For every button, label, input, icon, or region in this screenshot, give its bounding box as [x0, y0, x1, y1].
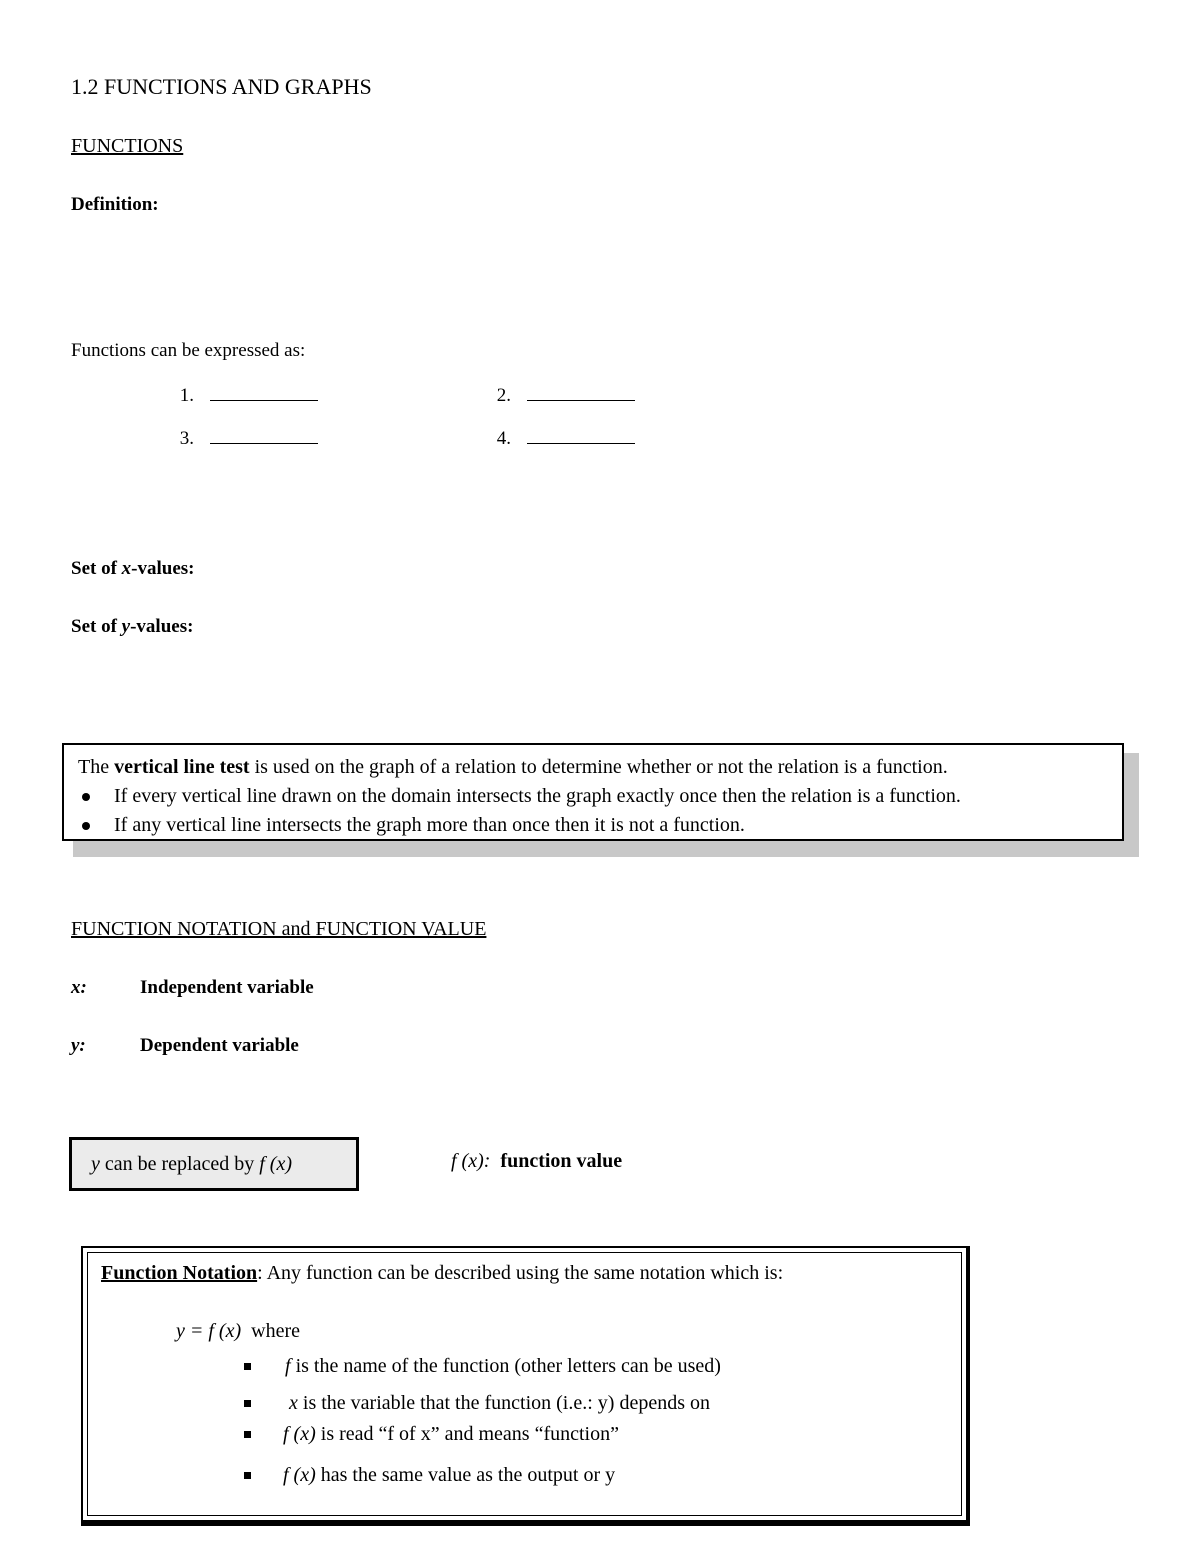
item-number: 1.	[179, 385, 194, 406]
replace-callout: y can be replaced by f (x)	[69, 1137, 359, 1191]
blank-item-1	[172, 384, 318, 407]
expressed-intro: Functions can be expressed as:	[71, 340, 306, 361]
vlt-lead: The vertical line test is used on the graph of a relation to determine whether or not the relation is a function.	[78, 756, 948, 778]
function-notation-intro: Function Notation: Any function can be described using the same notation which is:	[101, 1262, 784, 1284]
independent-variable-label: Independent variable	[140, 977, 314, 998]
y-values-label: Set of y-values:	[71, 616, 194, 637]
y-variable: y:	[71, 1035, 86, 1056]
function-value-label: f (x): function value	[451, 1150, 623, 1172]
answer-blank	[210, 427, 318, 444]
list-item: If every vertical line drawn on the domain intersects the graph exactly once then the relation is a function.	[78, 782, 1108, 811]
bullet-square	[244, 1431, 251, 1438]
vertical-line-test-callout	[62, 743, 1124, 841]
list-item: x is the variable that the function (i.e.: y) depends on	[289, 1392, 710, 1414]
x-variable: x:	[71, 977, 87, 998]
item-number: 3.	[179, 428, 194, 449]
functions-header: FUNCTIONS	[71, 135, 184, 157]
page-title: 1.2 FUNCTIONS AND GRAPHS	[71, 74, 372, 99]
answer-blank	[527, 384, 635, 401]
blank-item-2	[489, 384, 635, 407]
bullet-square	[244, 1400, 251, 1407]
item-number: 2.	[496, 385, 511, 406]
bullet-square	[244, 1472, 251, 1479]
notation-section-header: FUNCTION NOTATION and FUNCTION VALUE	[71, 918, 487, 940]
bullet-square	[244, 1363, 251, 1370]
blank-item-4	[489, 427, 635, 450]
item-number: 4.	[496, 428, 511, 449]
definition-label: Definition:	[71, 194, 159, 215]
list-item: f (x) is read “f of x” and means “function”	[283, 1423, 619, 1445]
function-equation: y = f (x) where	[176, 1320, 300, 1342]
list-item: f is the name of the function (other letters can be used)	[285, 1355, 721, 1377]
answer-blank	[210, 384, 318, 401]
vlt-bullets	[78, 782, 1108, 840]
answer-blank	[527, 427, 635, 444]
list-item: f (x) has the same value as the output or y	[283, 1464, 616, 1486]
dependent-variable-label: Dependent variable	[140, 1035, 299, 1056]
list-item: If any vertical line intersects the graph more than once then it is not a function.	[78, 811, 1108, 840]
blank-item-3	[172, 427, 318, 450]
x-values-label: Set of x-values:	[71, 558, 195, 579]
